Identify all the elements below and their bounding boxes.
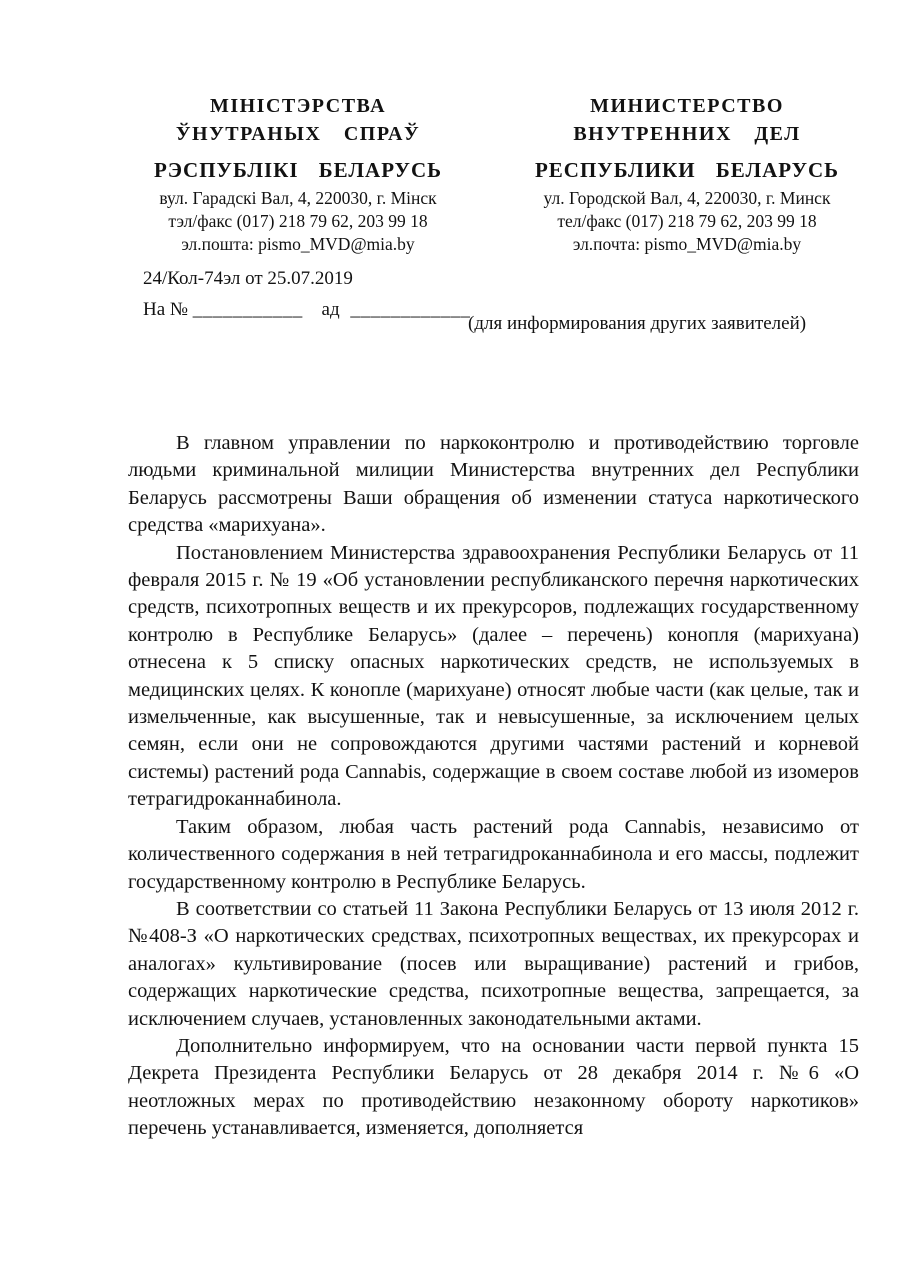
- body-paragraph: В главном управлении по наркоконтролю и противодействию торговле людьми криминальной милиции Министерства внутренних дел Республики Беларусь рассмотрены Ваши обращения об изменении статуса наркотического средства «марихуана».: [128, 432, 859, 537]
- org-phone-by: тэл/факс (017) 218 79 62, 203 99 18: [168, 211, 428, 231]
- body-paragraph: Таким образом, любая часть растений рода Cannabis, независимо от количественного содержания в ней тетрагидроканнабинола и его массы, подлежит государственному контролю в Республике Беларусь.: [128, 815, 859, 893]
- reference-block: [143, 266, 470, 323]
- incoming-reference-line: [143, 297, 470, 323]
- org-email-ru: эл.почта: pismo_MVD@mia.by: [572, 234, 802, 254]
- org-phone-ru: тел/факс (017) 218 79 62, 203 99 18: [557, 211, 817, 231]
- incoming-date-label: ад: [321, 299, 340, 320]
- incoming-ref-label: На №: [143, 299, 189, 320]
- org-country-by: РЭСПУБЛІКІ БЕЛАРУСЬ: [153, 158, 442, 182]
- org-email-by: эл.пошта: pismo_MVD@mia.by: [181, 234, 415, 254]
- incoming-date-blank: ____________: [350, 299, 471, 320]
- org-title-line1-by: МІНІСТЭРСТВА: [209, 95, 387, 117]
- org-address-ru: ул. Городской Вал, 4, 220030, г. Минск: [543, 188, 831, 208]
- letter-body: [128, 430, 859, 1143]
- org-title-line1-ru: МИНИСТЕРСТВО: [590, 95, 784, 117]
- org-title-line2-by: ЎНУТРАНЫХ СПРАЎ: [175, 123, 421, 145]
- incoming-number-blank: ___________: [192, 299, 303, 320]
- body-paragraph: Дополнительно информируем, что на основании части первой пункта 15 Декрета Президента Республики Беларусь от 28 декабря 2014 г. №6 «О неотложных мерах по противодействию незаконному обороту наркотиков» перечень устанавливается, изменяется, дополняется: [128, 1034, 859, 1140]
- outgoing-reference-number: 24/Кол-74эл от 25.07.2019: [143, 268, 353, 289]
- org-title-line2-ru: ВНУТРЕННИХ ДЕЛ: [573, 123, 801, 145]
- org-address-by: вул. Гарадскі Вал, 4, 220030, г. Мінск: [159, 188, 437, 208]
- org-country-ru: РЕСПУБЛИКИ БЕЛАРУСЬ: [534, 158, 840, 182]
- body-paragraph: В соответствии со статьей 11 Закона Республики Беларусь от 13 июля 2012 г. №408-З «О наркотических средствах, психотропных веществах, их прекурсорах и аналогах» культивирование (посев или выращивание) растений и грибов, содержащих наркотические средства, психотропные вещества, запрещается, за исключением случаев, установленных законодательными актами.: [128, 897, 859, 1030]
- letterhead-russian: [526, 92, 848, 256]
- body-paragraph: Постановлением Министерства здравоохранения Республики Беларусь от 11 февраля 2015 г. № 19 «Об установлении республиканского перечня наркотических средств, психотропных веществ и их прекурсоров, подлежащих государственному контролю в Республике Беларусь» (далее – перечень) конопля (марихуана) отнесена к 5 списку опасных наркотических средств, не используемых в медицинских целях. К конопле (марихуане) относят любые части (как целые, так и измельченные, как высушенные, так и невысушенные, за исключением целых семян, если они не сопровождаются другими частями растений и корневой системы) растений рода Cannabis, содержащие в своем составе любой из изомеров тетрагидроканнабинола.: [128, 541, 859, 811]
- letterhead-belarusian: [138, 92, 458, 256]
- note-for-other-applicants: (для информирования других заявителей): [468, 313, 807, 334]
